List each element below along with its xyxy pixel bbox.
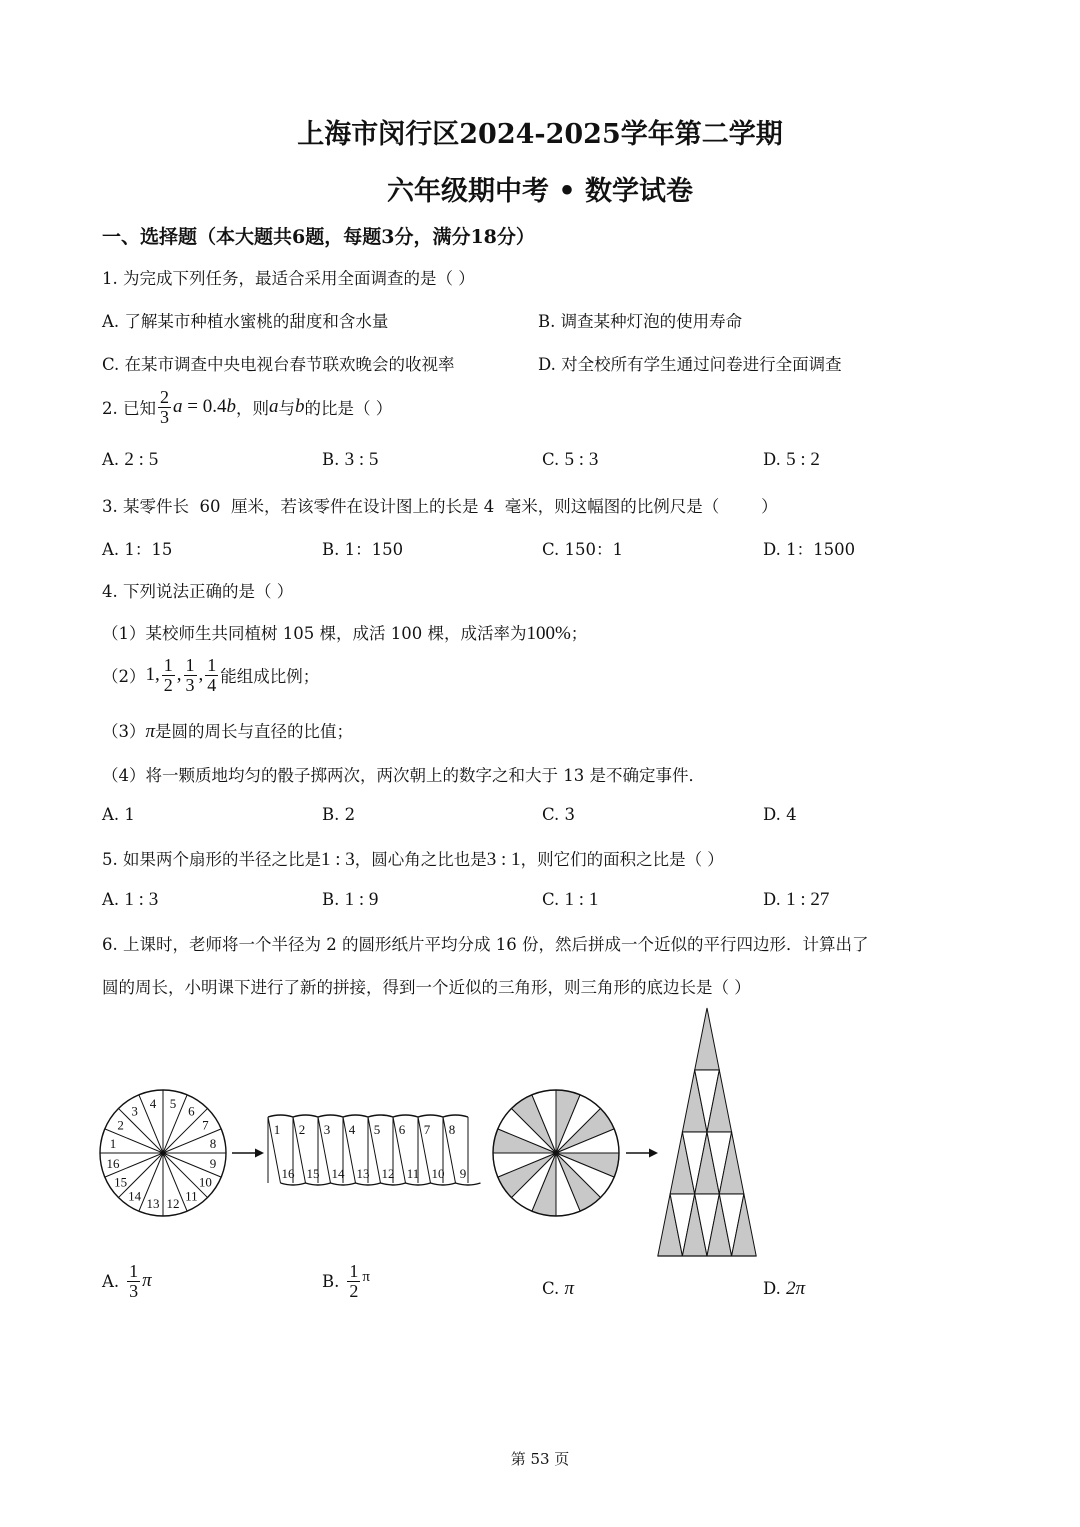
strip-bottom-label: 11 <box>406 1166 420 1181</box>
q4-frac-2: $\frac{1}{3}$ <box>185 655 195 695</box>
sector-label: 3 <box>131 1103 138 1119</box>
shaded-triangle <box>695 1008 720 1070</box>
section-heading: 一、选择题（本大题共6题，每题3分，满分18分） <box>102 226 535 248</box>
page-footer: 第 53 页 <box>510 1450 570 1468</box>
strip-top-label: 5 <box>373 1122 381 1137</box>
q2-prefix: 2. 已知 <box>102 399 156 419</box>
sector-label: 14 <box>128 1188 142 1204</box>
q2-option-c: C. 5 : 3 <box>542 449 599 470</box>
q4-option-d: D. 4 <box>763 805 797 824</box>
parallelogram-strip <box>268 1115 481 1185</box>
q2-mid1: ，则 <box>235 399 269 419</box>
sector-line <box>118 1108 163 1153</box>
q6-option-b: B. $\frac{1}{2}$ π <box>322 1261 370 1301</box>
q6-line1: 6. 上课时，老师将一个半径为 2 的圆形纸片平均分成 16 份，然后拼成一个近似的平行四边形．计算出了 <box>102 935 869 954</box>
strip-bottom-label: 13 <box>356 1166 370 1181</box>
q2-frac-num: 2 <box>160 387 169 407</box>
q4-statement-4: （4）将一颗质地均匀的骰子掷两次，两次朝上的数字之和大于 13 是不确定事件． <box>102 766 705 785</box>
q2-var-a: a <box>173 396 183 418</box>
strip-top-label: 7 <box>423 1122 431 1137</box>
q2-frac-den: 3 <box>160 406 169 427</box>
page-title-line2: 六年级期中考 • 数学试卷 <box>386 176 694 207</box>
sector-label: 16 <box>106 1155 120 1171</box>
sector-label: 1 <box>109 1136 117 1152</box>
sector-line <box>163 1108 208 1153</box>
strip-top-label: 1 <box>273 1122 281 1137</box>
q5-stem: 5. 如果两个扇形的半径之比是1 : 3，圆心角之比也是3 : 1，则它们的面积之比是（ ） <box>102 849 724 870</box>
strip-top-label: 3 <box>323 1122 331 1137</box>
q2-mid2: 与 <box>278 399 295 419</box>
q6-option-c: C. π <box>542 1278 575 1299</box>
page-title-line1: 上海市闵行区2024-2025学年第二学期 <box>297 119 783 150</box>
strip-top-label: 4 <box>348 1122 356 1137</box>
numbered-circle <box>100 1090 226 1216</box>
sector-label: 2 <box>117 1117 124 1133</box>
strip-top-edge <box>268 1115 468 1117</box>
q4-option-c: C. 3 <box>542 805 576 824</box>
sector-label: 9 <box>209 1155 217 1171</box>
q6-b-fraction: $\frac{1}{2}$ <box>349 1261 359 1301</box>
q1-option-d: D. 对全校所有学生通过问卷进行全面调查 <box>538 355 842 374</box>
q6-option-d: D. 2π <box>763 1278 806 1299</box>
arrow-icon <box>626 1149 658 1158</box>
sector-label: 11 <box>185 1188 198 1204</box>
q4-stem: 4. 下列说法正确的是（ ） <box>102 582 294 601</box>
strip-top-label: 8 <box>448 1122 456 1137</box>
sector-label: 4 <box>149 1095 157 1111</box>
q3-option-b: B. 1：150 <box>322 540 404 559</box>
q1-stem: 1. 为完成下列任务，最适合采用全面调查的是（ ） <box>102 269 475 288</box>
q1-option-b: B. 调查某种灯泡的使用寿命 <box>538 312 743 331</box>
q2-option-b: B. 3 : 5 <box>322 449 379 470</box>
strip-bottom-label: 16 <box>281 1166 295 1181</box>
sector-label: 6 <box>188 1103 195 1119</box>
triangle-assembly <box>658 1008 756 1256</box>
strip-bottom-label: 14 <box>331 1166 345 1181</box>
q5-option-a: A. 1 : 3 <box>102 889 159 910</box>
q5-option-c: C. 1 : 1 <box>542 889 599 910</box>
strip-bottom-edge <box>281 1183 481 1185</box>
q2-option-d: D. 5 : 2 <box>763 449 820 470</box>
shaded-circle <box>493 1090 619 1216</box>
sector-label: 8 <box>209 1136 217 1152</box>
strip-bottom-label: 10 <box>431 1166 445 1181</box>
q2-var-b: b <box>226 396 236 418</box>
q4-statement-2: （2） 1, $\frac{1}{2}$ , $\frac{1}{3}$ , $\frac{1}{4}$ 能组成比例； <box>102 655 320 695</box>
strip-bottom-label: 12 <box>381 1166 395 1181</box>
sector-label: 12 <box>166 1196 180 1212</box>
q1-option-a: A. 了解某市种植水蜜桃的甜度和含水量 <box>102 312 389 331</box>
q1-option-c: C. 在某市调查中央电视台春节联欢晚会的收视率 <box>102 355 455 374</box>
sector-label: 5 <box>169 1095 177 1111</box>
q4-frac-3: $\frac{1}{4}$ <box>207 655 217 695</box>
strip-bottom-label: 9 <box>459 1166 467 1181</box>
q4-option-b: B. 2 <box>322 805 356 824</box>
q5-option-b: B. 1 : 9 <box>322 889 379 910</box>
q6-a-fraction: $\frac{1}{3}$ <box>129 1261 139 1301</box>
q3-option-d: D. 1：1500 <box>763 540 856 559</box>
q2-suffix: 的比是（ ） <box>304 399 393 419</box>
q6-option-a: A. $\frac{1}{3}$ π <box>102 1261 152 1301</box>
sector-label: 13 <box>146 1196 160 1212</box>
q2-option-a: A. 2 : 5 <box>102 449 159 470</box>
q4-statement-3: （3）π是圆的周长与直径的比值； <box>102 721 354 742</box>
arrow-icon <box>232 1149 264 1158</box>
q4-option-a: A. 1 <box>102 805 135 824</box>
sector-label: 7 <box>202 1117 209 1133</box>
q3-stem: 3. 某零件长 60 厘米，若该零件在设计图上的长是 4 毫米，则这幅图的比例尺是（ ） <box>102 497 778 516</box>
q4-statement-1: （1）某校师生共同植树 105 棵，成活 100 棵，成活率为100%； <box>102 623 588 644</box>
q2-var-b2: b <box>294 396 305 418</box>
q2-equals: = 0.4 <box>182 396 227 418</box>
sector-label: 10 <box>198 1174 212 1190</box>
q3-option-a: A. 1：15 <box>102 540 173 559</box>
strip-bottom-label: 15 <box>306 1166 320 1181</box>
strip-top-label: 6 <box>398 1122 406 1137</box>
q2-var-a2: a <box>268 396 279 418</box>
strip-top-label: 2 <box>298 1122 306 1137</box>
sector-label: 15 <box>114 1174 128 1190</box>
q6-line2: 圆的周长，小明课下进行了新的拼接，得到一个近似的三角形，则三角形的底边长是（ ） <box>102 978 751 997</box>
q4-frac-1: $\frac{1}{2}$ <box>163 655 173 695</box>
q3-option-c: C. 150：1 <box>542 540 624 559</box>
q5-option-d: D. 1 : 27 <box>763 889 830 910</box>
